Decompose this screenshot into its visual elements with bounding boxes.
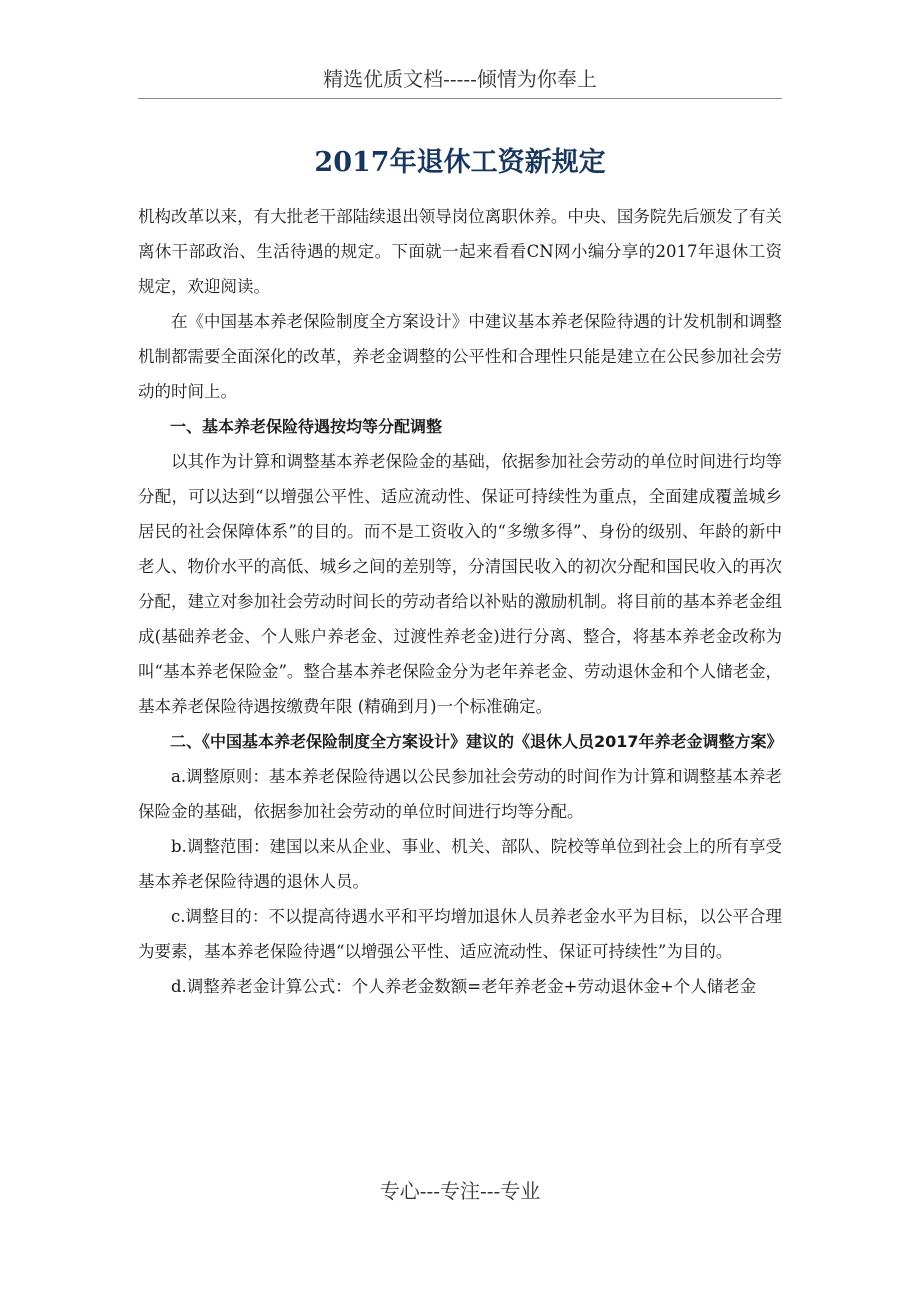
paragraph-equal-distribution: 以其作为计算和调整基本养老保险金的基础，依据参加社会劳动的单位时间进行均等分配，可以达到“以增强公平性、适应流动性、保证可持续性为重点，全面建成覆盖城乡居民的社会保障体系”的目的。而不是工资收入的“多缴多得”、身份的级别、年龄的新中老人、物价水平的高低、城乡之间的差别等，分清国民收入的初次分配和国民收入的再次分配，建立对参加社会劳动时间长的劳动者给以补贴的激励机制。将目前的基本养老金组成(基础养老金、个人账户养老金、过渡性养老金)进行分离、整合，将基本养老金改称为叫“基本养老保险金”。整合基本养老保险金分为老年养老金、劳动退休金和个人储老金，基本养老保险待遇按缴费年限 (精确到月)一个标准确定。 (138, 452, 782, 716)
document-body (138, 199, 782, 1004)
paragraph-scope: b.调整范围：建国以来从企业、事业、机关、部队、院校等单位到社会上的所有享受基本养老保险待遇的退休人员。 (138, 837, 782, 891)
paragraph-intro: 机构改革以来，有大批老干部陆续退出领导岗位离职休养。中央、国务院先后颁发了有关离休干部政治、生活待遇的规定。下面就一起来看看CN网小编分享的2017年退休工资规定，欢迎阅读。 (138, 207, 782, 296)
paragraph-formula: d.调整养老金计算公式：个人养老金数额=老年养老金+劳动退休金+个人储老金 (171, 977, 757, 996)
document-title: 2017年退休工资新规定 (314, 147, 606, 178)
paragraph-principle: a.调整原则：基本养老保险待遇以公民参加社会劳动的时间作为计算和调整基本养老保险金的基础，依据参加社会劳动的单位时间进行均等分配。 (138, 767, 782, 821)
page-header (138, 60, 782, 99)
paragraph-proposal: 在《中国基本养老保险制度全方案设计》中建议基本养老保险待遇的计发机制和调整机制都需要全面深化的改革，养老金调整的公平性和合理性只能是建立在公民参加社会劳动的时间上。 (138, 312, 782, 401)
section-heading-1: 一、基本养老保险待遇按均等分配调整 (170, 417, 443, 436)
paragraph-purpose: c.调整目的：不以提高待遇水平和平均增加退休人员养老金水平为目标，以公平合理为要素，基本养老保险待遇“以增强公平性、适应流动性、保证可持续性”为目的。 (138, 907, 782, 961)
section-heading-2: 二、《中国基本养老保险制度全方案设计》建议的《退休人员2017年养老金调整方案》 (170, 732, 783, 751)
page-header-text: 精选优质文档-----倾情为你奉上 (323, 67, 597, 91)
page-footer: 专心---专注---专业 (379, 1179, 541, 1203)
